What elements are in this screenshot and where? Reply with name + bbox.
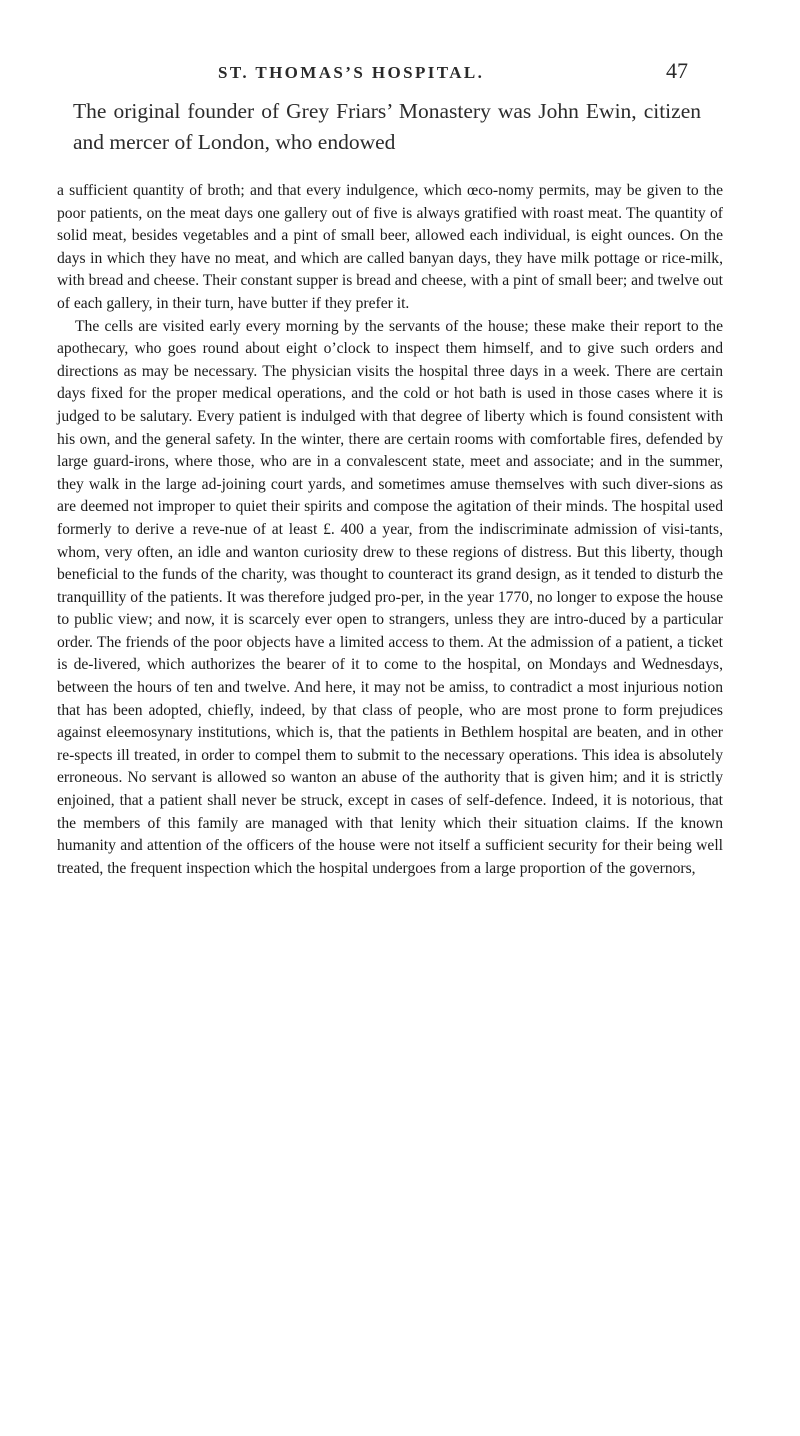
paragraph: a sufficient quantity of broth; and that every indulgence, which œco-nomy permits, may be given to the poor patients, on the meat days one gallery out of five is always gratified with roast meat. The quantity of solid meat, besides vegetables and a pint of small beer, allowed each individual, is eight ounces. On the days in which they have no meat, and which are called banyan days, they have milk pottage or rice-milk, with bread and cheese. Their constant supper is bread and cheese, with a pint of small beer; and twelve out of each gallery, in their turn, have butter if they prefer it. xyxy=(57,182,723,312)
pasted-text-fragment: The original founder of Grey Friars’ Monastery was John Ewin, citizen and mercer of London, who endowed xyxy=(73,99,701,154)
running-title: ST. THOMAS’S HOSPITAL. xyxy=(218,63,485,82)
body-text xyxy=(57,180,723,880)
page-number: 47 xyxy=(666,58,688,83)
running-head xyxy=(218,58,688,84)
paragraph: The cells are visited early every morning by the servants of the house; these make their report to the apothecary, who goes round about eight o’clock to inspect them himself, and to give such orders and directions as may be necessary. The physician visits the hospital three days in a week. There are certain days fixed for the proper medical operations, and the cold or hot bath is used in those cases where it is judged to be salutary. Every patient is indulged with that degree of liberty which is found consistent with his own, and the general safety. In the winter, there are certain rooms with comfortable fires, defended by large guard-irons, where those, who are in a convalescent state, meet and associate; and in the summer, they walk in the large ad-joining court yards, and sometimes amuse themselves with such diver-sions as are deemed not improper to quiet their spirits and compose the agitation of their minds. The hospital used formerly to derive a reve-nue of at least £. 400 a year, from the indiscriminate admission of visi-tants, whom, very often, an idle and wanton curiosity drew to these regions of distress. But this liberty, though beneficial to the funds of the charity, was thought to counteract its grand design, as it tended to disturb the tranquillity of the patients. It was therefore judged pro-per, in the year 1770, no longer to expose the house to public view; and now, it is scarcely ever open to strangers, unless they are intro-duced by a particular order. The friends of the poor objects have a limited access to them. At the admission of a patient, a ticket is de-livered, which authorizes the bearer of it to come to the hospital, on Mondays and Wednesdays, between the hours of ten and twelve. And here, it may not be amiss, to contradict a most injurious notion that has been adopted, chiefly, indeed, by that class of people, who are most prone to form prejudices against eleemosynary institutions, which is, that the patients in Bethlem hospital are beaten, and in other re-spects ill treated, in order to compel them to submit to the necessary operations. This idea is absolutely erroneous. No servant is allowed so wanton an abuse of the authority that is given him; and it is strictly enjoined, that a patient shall never be struck, except in cases of self-defence. Indeed, it is notorious, that the members of this family are managed with that lenity which their situation claims. If the known humanity and attention of the officers of the house were not itself a sufficient security for their being well treated, the frequent inspection which the hospital undergoes from a large proportion of the governors, xyxy=(57,317,723,877)
